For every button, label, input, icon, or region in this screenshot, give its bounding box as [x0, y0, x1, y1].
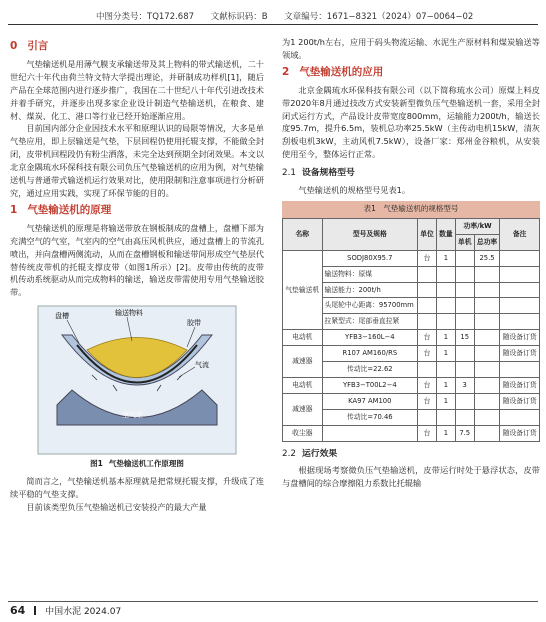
article-number: 文章编号：1671−8321（2024）07−0064−02	[284, 12, 474, 22]
section-2-heading: 2 气垫输送机的应用	[282, 65, 384, 78]
left-column	[10, 36, 264, 514]
label-pan: 盘槽	[55, 312, 69, 321]
section-0-heading: 0 引言	[10, 40, 49, 52]
section-1-heading: 1 气垫输送机的原理	[10, 203, 112, 216]
table-row: 减速器 KA97 AM100 台 1 随设备订货	[283, 393, 540, 409]
table-row: 输送能力：200t/h	[283, 282, 540, 298]
figure-1	[37, 305, 237, 455]
table-row: 减速器 R107 AM160/RS 台 1 随设备订货	[283, 346, 540, 362]
summary-paragraph: 简而言之，气垫输送机基本原理就是把常规托辊支撑，升级成了连续平稳的气垫支撑。	[10, 476, 264, 500]
label-airflow: 气流	[195, 361, 209, 370]
table-row: 气垫输送机 SODJ80X95.7 台 1 25.5	[283, 250, 540, 266]
section-2-1-heading: 2.1 设备规格型号	[282, 168, 355, 179]
spec-table	[282, 218, 540, 442]
th-remark: 备注	[500, 218, 540, 250]
table-row: 拉紧型式：尾部垂直拉紧	[283, 314, 540, 330]
label-material: 输送物料	[115, 309, 143, 318]
journal-name: 中国水泥	[45, 607, 82, 617]
table-reference-paragraph: 气垫输送机的规格型号见表1。	[298, 185, 411, 196]
footer-divider	[8, 601, 538, 602]
application-paragraph: 北京金隅琉水环保科技有限公司（以下简称琉水公司）原煤上料皮带2020年8月通过技改方式安装新型微负压气垫输送机一套，采用全封闭式运行方式，产品设计皮带宽度800mm，运输能力200t/h，输送长度95.7m，提升6.5m，装机总功率25.5kW（主传动电机15kW，清灰刮板电机3kW，主动风机7.5kW），设备厂家：郑州金谷粮机，从安装使用至今，整体运行正常。	[282, 84, 540, 160]
label-belt: 胶带	[187, 319, 201, 328]
th-single: 单机	[455, 234, 474, 250]
intro-paragraph-1: 气垫输送机是用薄气膜支承输送带及其上物料的带式输送机，二十世纪六十年代由荷兰特文特大学提出理论，并研制成功样机[1]，随后产品在全球范围内进行逐步推广，我国在二十世纪八十年代引进改技术并着手研究，并逐步出现多家企业设计制造气垫输送机，在粮食、建材、煤炭、化工、港口等行业已经开始逐渐应用。	[10, 58, 264, 121]
table-row: 输送物料：原煤	[283, 266, 540, 282]
th-name: 名称	[283, 218, 323, 250]
table-row: 传动比=70.46	[283, 409, 540, 425]
table-row: 传动比=22.62	[283, 362, 540, 378]
th-total: 总功率	[474, 234, 500, 250]
footer-bar	[34, 606, 36, 615]
conveyor-principle-diagram	[37, 305, 237, 455]
principle-paragraph: 气垫输送机的原理是将输送带放在钢板制成的盘槽上，盘槽下部为充满空气的气室，气室内的空气由高压风机供应，通过盘槽上的节流孔喷出，并向盘槽两侧流动，从而在盘槽钢板和输送带间形成空气垫层代替传统皮带机的托辊支撑皮带（如图1所示）[2]。皮带由传统的皮带机传动系统驱动从而完成物料的输送，输送皮带需使用专用气垫输送胶带。	[10, 222, 264, 298]
production-paragraph: 目前该类型负压气垫输送机已安装投产的最大产量	[26, 501, 207, 512]
label-chamber: 空气室	[122, 411, 143, 420]
th-unit: 单位	[418, 218, 437, 250]
page-footer	[10, 604, 121, 617]
th-model: 型号及规格	[322, 218, 418, 250]
table-row: 头尾轮中心距离：95700mm	[283, 298, 540, 314]
production-paragraph-cont: 为1 200t/h左右，应用于码头物流运输、水泥生产原材料和煤炭输送等领域。	[282, 37, 540, 60]
th-qty: 数量	[436, 218, 455, 250]
intro-paragraph-2: 目前国内部分企业因技术水平和原理认识的局限等情况，大多是单气垫应用，即上层输送是气垫，下层回程仍使用托辊支撑，不能做全封闭，皮带机回程段仍有粉尘洒落，未完全达到预期全封闭效果。本文以北京金隅琉水环保科技有限公司负压气垫输送机的应用为例，对气垫输送机与普通带式输送机运行效果对比，使用限制和注意事项进行分析研究，通过应用实践，实现了环保节能的目的。	[10, 123, 264, 198]
class-number: 中图分类号：TQ172.687	[96, 12, 195, 22]
operation-paragraph: 根据现场考察微负压气垫输送机，皮带运行时处于悬浮状态，皮带与盘槽间的综合摩擦阻力系数比托辊输	[282, 465, 540, 489]
page-number: 64	[10, 604, 26, 617]
right-column	[282, 36, 540, 490]
journal-issue: 2024.07	[83, 607, 122, 617]
header-divider	[8, 24, 538, 25]
table-row: 收尘器 台 1 7.5 随设备订货	[283, 425, 540, 441]
table-row: 电动机 YFB3−T00L2−4 台 1 3 随设备订货	[283, 377, 540, 393]
table-row: 电动机 YFB3−160L−4 台 1 15 随设备订货	[283, 330, 540, 346]
table-1-caption: 表1 气垫输送机的规格型号	[282, 201, 540, 218]
section-2-2-heading: 2.2 运行效果	[282, 448, 338, 459]
th-power: 功率/kW	[455, 218, 500, 234]
document-code: 文献标识码：B	[210, 12, 268, 22]
page-header	[96, 10, 487, 22]
figure-1-caption: 图1 气垫输送机工作原理图	[90, 459, 184, 469]
